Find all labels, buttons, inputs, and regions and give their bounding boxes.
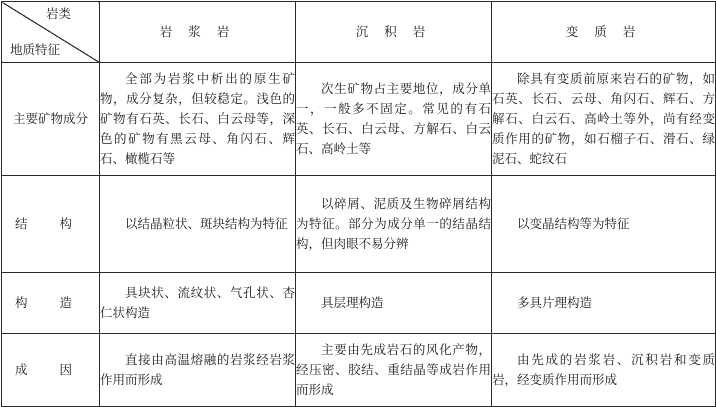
table-cell: 具块状、流纹状、气孔状、杏仁状构造 [100,273,296,334]
column-header-sedimentary: 沉 积 岩 [296,2,492,63]
row-header-mineral-composition: 主要矿物成分 [2,63,100,176]
table-cell: 以碎屑、泥质及生物碎屑结构为特征。部分为成分单一的结晶结构，但肉眼不易分辨 [296,176,492,273]
column-header-igneous: 岩 浆 岩 [100,2,296,63]
table-row-origin [2,334,716,407]
row-header-origin: 成 因 [2,334,100,407]
table-cell: 主要由先成岩石的风化产物，经压密、胶结、重结晶等成岩作用而形成 [296,334,492,407]
table-cell: 多具片理构造 [492,273,716,334]
table-cell: 直接由高温熔融的岩浆经岩浆作用而形成 [100,334,296,407]
corner-label-rock-type: 岩类 [45,6,71,21]
table-cell: 由先成的岩浆岩、沉积岩和变质岩，经变质作用而形成 [492,334,716,407]
row-header-structure: 构 造 [2,273,100,334]
column-header-metamorphic: 变 质 岩 [492,2,716,63]
table-cell: 以结晶粒状、斑块结构为特征 [100,176,296,273]
table-cell: 全部为岩浆中析出的原生矿物，成分复杂，但较稳定。浅色的矿物有石英、长石、白云母等，深色的矿物有黑云母、角闪石、辉石、橄榄石等 [100,63,296,176]
corner-label-geologic-feature: 地质特征 [10,42,61,57]
table-row-structure [2,273,716,334]
header-row [2,2,716,63]
row-header-texture: 结 构 [2,176,100,273]
rock-comparison-table [1,1,716,407]
table-cell: 次生矿物占主要地位，成分单一，一般多不固定。常见的有石英、长石、白云母、方解石、白云石、高岭土等 [296,63,492,176]
table-cell: 除具有变质前原来岩石的矿物，如石英、长石、云母、角闪石、辉石、方解石、白云石、高岭土等外，尚有经变质作用的矿物，如石榴子石、滑石、绿泥石、蛇纹石 [492,63,716,176]
table-row-texture [2,176,716,273]
table-cell: 以变晶结构等为特征 [492,176,716,273]
table-row-mineral-composition [2,63,716,176]
corner-header-cell [2,2,100,63]
table-cell: 具层理构造 [296,273,492,334]
